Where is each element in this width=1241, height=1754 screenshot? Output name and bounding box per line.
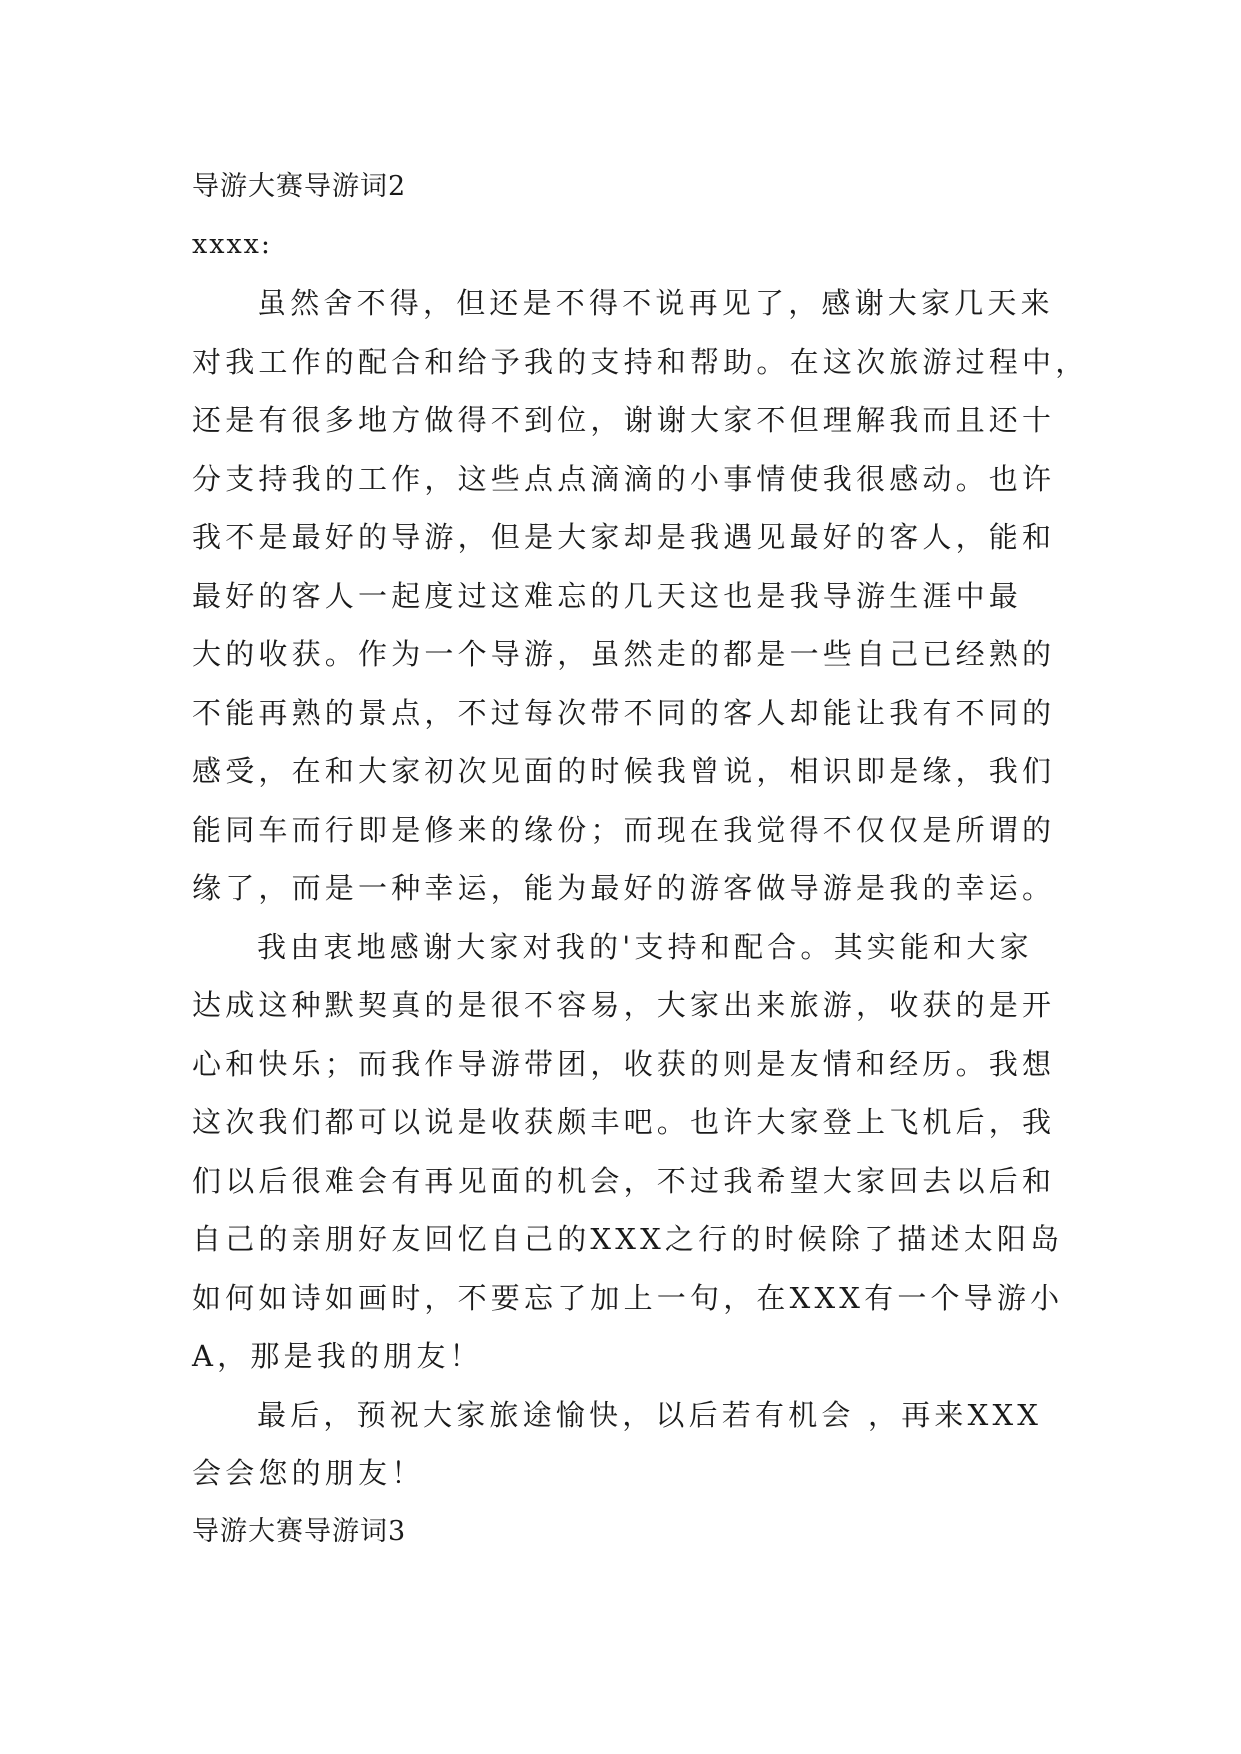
paragraph-line: 们以后很难会有再见面的机会，不过我希望大家回去以后和	[192, 1163, 1056, 1198]
paragraph-line: 缘了，而是一种幸运，能为最好的游客做导游是我的幸运。	[192, 871, 1056, 905]
paragraph-line: 最后，预祝大家旅途愉快，以后若有机会 ，再来XXX	[257, 1397, 1043, 1432]
paragraph-line: 这次我们都可以说是收获颇丰吧。也许大家登上飞机后，我	[192, 1105, 1056, 1139]
paragraph-line: 我不是最好的导游，但是大家却是我遇见最好的客人，能和	[192, 520, 1056, 554]
paragraph-line: 虽然舍不得，但还是不得不说再见了，感谢大家几天来	[257, 286, 1054, 320]
paragraph-line: 会会您的朋友！	[192, 1456, 425, 1490]
paragraph-line: 大的收获。作为一个导游，虽然走的都是一些自己已经熟的	[192, 637, 1056, 671]
paragraph-line: 我由衷地感谢大家对我的'支持和配合。其实能和大家	[257, 929, 1033, 964]
paragraph-line: 感受，在和大家初次见面的时候我曾说，相识即是缘，我们	[192, 754, 1056, 788]
document-body	[192, 158, 1089, 1561]
paragraph-line: 心和快乐；而我作导游带团，收获的则是友情和经历。我想	[192, 1046, 1056, 1081]
section-heading-3: 导游大赛导游词3	[192, 1515, 407, 1547]
paragraph-line: 分支持我的工作，这些点点滴滴的小事情使我很感动。也许	[192, 461, 1056, 496]
paragraph-line: 最好的客人一起度过这难忘的几天这也是我导游生涯中最	[192, 578, 1023, 613]
paragraph-line: A，那是我的朋友！	[192, 1339, 483, 1373]
paragraph-line: 达成这种默契真的是很不容易，大家出来旅游，收获的是开	[192, 988, 1056, 1022]
paragraph-line: 如何如诗如画时，不要忘了加上一句，在XXX有一个导游小	[192, 1280, 1064, 1315]
paragraph-line: 能同车而行即是修来的缘份；而现在我觉得不仅仅是所谓的	[192, 812, 1056, 847]
paragraph-1	[192, 274, 1089, 918]
paragraph-line: 对我工作的配合和给予我的支持和帮助。在这次旅游过程中，	[192, 344, 1089, 379]
paragraph-line: 还是有很多地方做得不到位，谢谢大家不但理解我而且还十	[192, 403, 1056, 437]
paragraph-line: 不能再熟的景点，不过每次带不同的客人却能让我有不同的	[192, 695, 1056, 730]
paragraph-line: 自己的亲朋好友回忆自己的XXX之行的时候除了描述太阳岛	[192, 1222, 1064, 1256]
paragraph-3	[192, 1386, 1052, 1503]
salutation: xxxx:	[192, 229, 273, 260]
section-heading-2: 导游大赛导游词2	[192, 171, 407, 202]
paragraph-2	[192, 918, 1064, 1386]
